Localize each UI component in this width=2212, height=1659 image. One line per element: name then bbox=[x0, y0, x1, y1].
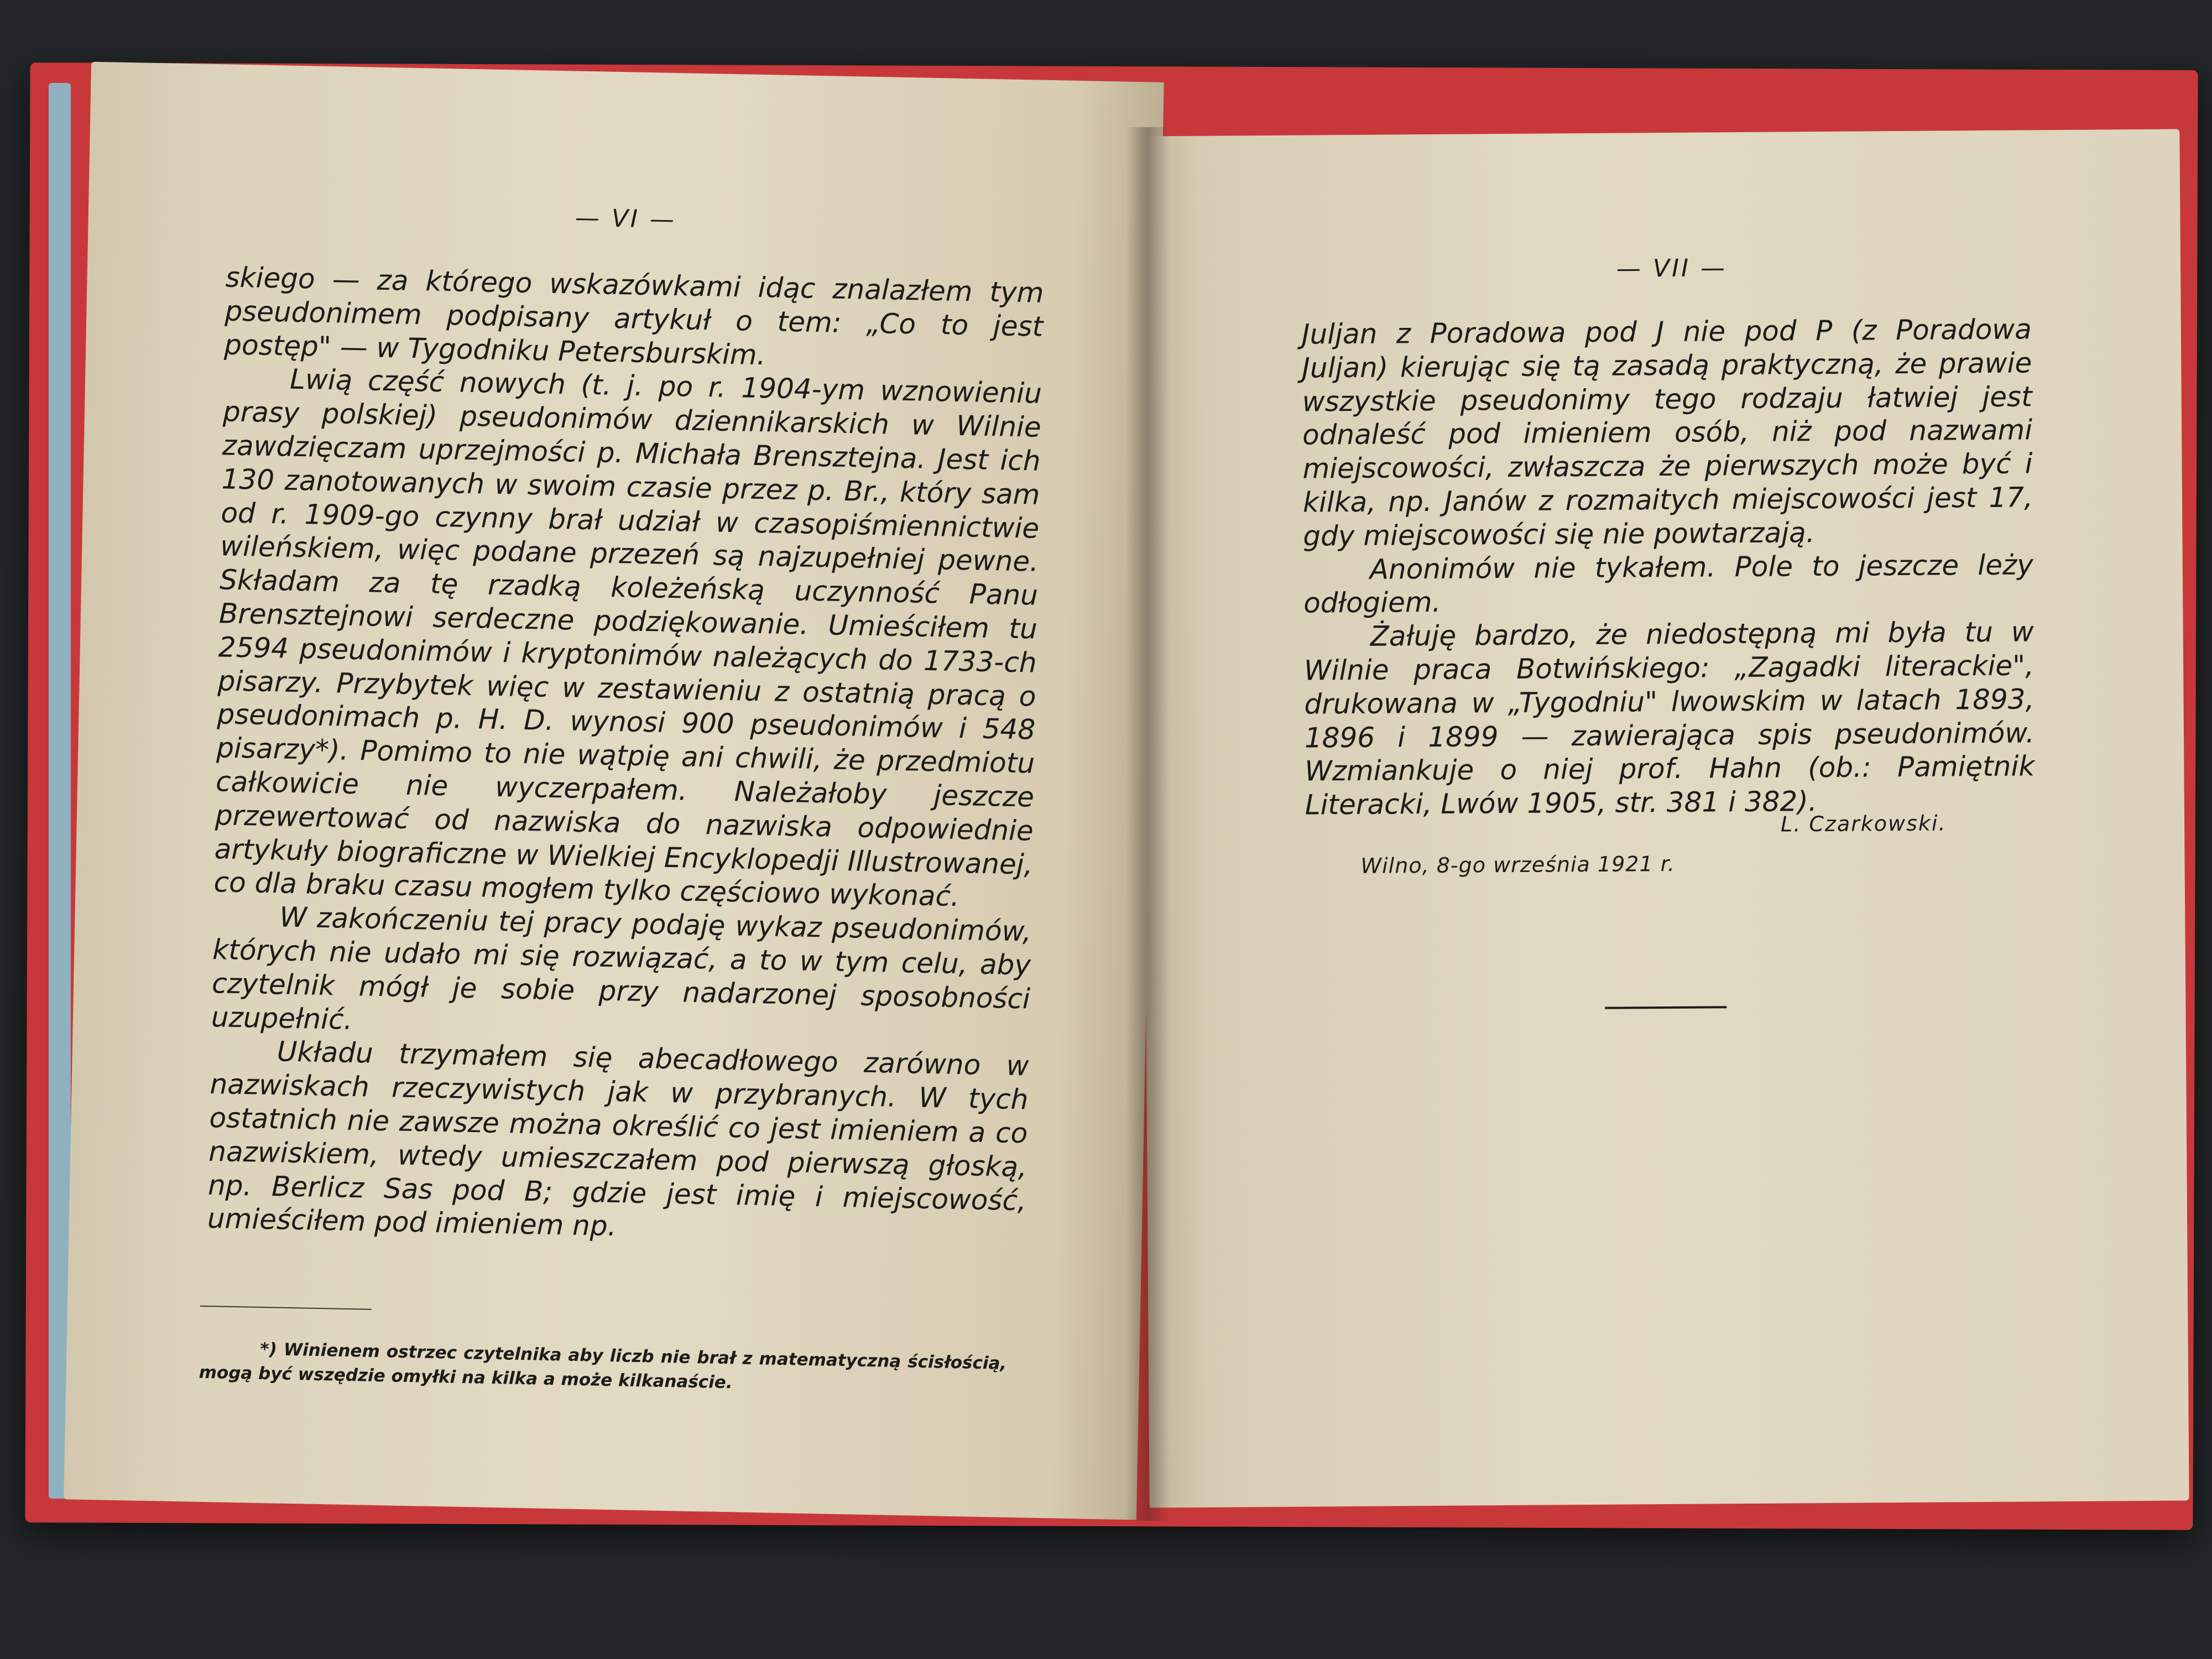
page-number-left: — VI — bbox=[575, 204, 677, 234]
left-page-body bbox=[207, 260, 1044, 1251]
left-page bbox=[64, 62, 1164, 1520]
right-page-body bbox=[1302, 312, 2035, 822]
footnote-divider bbox=[200, 1306, 372, 1310]
right-paragraph-2: Anonimów nie tykałem. Pole to jeszcze leży odłogiem. bbox=[1303, 548, 2034, 619]
author-signature: L. Czarkowski. bbox=[1780, 811, 1947, 837]
end-rule bbox=[1605, 1006, 1726, 1009]
right-paragraph-3: Żałuję bardzo, że niedostępną mi była tu w Wilnie praca Botwińskiego: „Zagadki literackie", drukowana w „Tygodniu" lwowskim w latach 1893, 1896 i 1899 — zawierająca spis pseudonimów. Wzmiankuje o niej prof. Hahn (ob.: Pamiętnik Literacki, Lwów 1905, str. 381 i 382). bbox=[1303, 615, 2035, 821]
left-paragraph-1: skiego — za którego wskazówkami idąc znalazłem tym pseudonimem podpisany artykuł o tem: „Co to jest postęp" — w Tygodniku Petersburskim. bbox=[223, 261, 1044, 371]
page-number-right: — VII — bbox=[1616, 254, 1728, 283]
book-gutter bbox=[1125, 127, 1170, 1521]
right-page bbox=[1140, 129, 2189, 1507]
footnote: *) Winienem ostrzec czytelnika aby liczb nie brał z matematyczną ścisłością, mogą być wszędzie omyłki na kilka a może kilkanaście. bbox=[199, 1339, 1007, 1393]
right-paragraph-1: Juljan z Poradowa pod J nie pod P (z Poradowa Juljan) kierując się tą zasadą praktyczną, że prawie wszystkie pseudonimy tego rodzaju łatwiej jest odnaleść pod imieniem osób, niż pod nazwami miejscowości, zwłaszcza że pierwszych może być i kilka, np. Janów z rozmaitych miejscowości jest 17, gdy miejscowości się nie powtarzają. bbox=[1301, 313, 2033, 552]
left-paragraph-2: Lwią część nowych (t. j. po r. 1904-ym wznowieniu prasy polskiej) pseudonimów dziennikarskich w Wilnie zawdzięczam uprzejmości p. Michała Brensztejna. Jest ich 130 zanotowanych w swoim czasie przez p. Br., który sam od r. 1909-go czynny brał udział w czasopiśmiennictwie wileńskiem, więc podane przezeń są najzupełniej pewne. Składam za tę rzadką koleżeńską uczynność Panu Brensztejnowi serdeczne podziękowanie. Umieściłem tu 2594 pseudonimów i kryptonimów należących do 1733-ch pisarzy. Przybytek więc w zestawieniu z ostatnią pracą o pseudonimach p. H. D. wynosi 900 pseudonimów i 548 pisarzy*). Pomimo to nie wątpię ani chwili, że przedmiotu całkowicie nie wyczerpałem. Należałoby jeszcze przewertować od nazwiska do nazwiska odpowiednie artykuły biograficzne w Wielkiej Encyklopedji Illustrowanej, co dla braku czasu mogłem tylko częściowo wykonać. bbox=[213, 363, 1042, 913]
left-paragraph-4: Układu trzymałem się abecadłowego zarówno w nazwiskach rzeczywistych jak w przybranych. W tych ostatnich nie zawsze można określić co jest imieniem a co nazwiskiem, wtedy umieszczałem pod pierwszą głoską, np. Berlicz Sas pod B; gdzie jest imię i miejscowość, umieściłem pod imieniem np. bbox=[207, 1035, 1030, 1243]
left-paragraph-3: W zakończeniu tej pracy podaję wykaz pseudonimów, których nie udało mi się rozwiązać, a to w tym celu, aby czytelnik mógł je sobie przy nadarzonej sposobności uzupełnić. bbox=[211, 901, 1032, 1036]
place-and-date: Wilno, 8-go września 1921 r. bbox=[1360, 851, 1676, 878]
